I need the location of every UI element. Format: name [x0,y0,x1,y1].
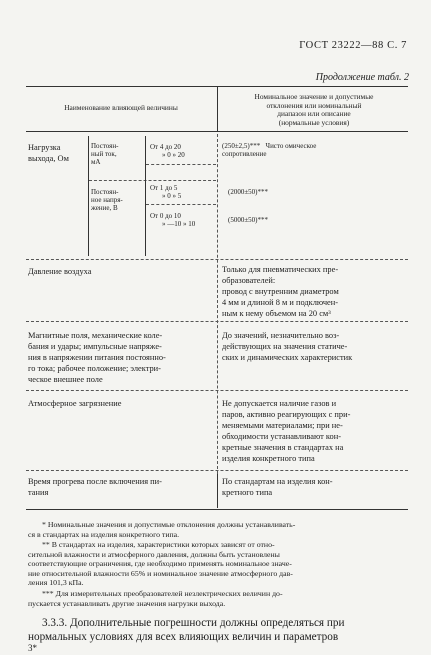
const-current-label: Постоян- ный ток, мА [91,142,119,166]
atmospheric-value: Не допускается наличие газов и паров, активно реагирующих с при- меняемыми материалами; при не- обходимости устанавливают кон- кретные значения в стандартах на изделия конкретного типа [222,399,351,463]
table-continuation: Продолжение табл. 2 [315,72,409,83]
column-header-nominal: Номинальное значение и допустимые отклонения или номинальный диапазон или описание (нормальные условия) [254,92,374,127]
range-1: От 4 до 20 » 0 » 20 [150,143,185,159]
row-separator-2 [26,321,408,322]
clause-paragraph: 3.3.3. Дополнительные погрешности должны определяться при нормальных условиях для всех влияющих величин и параметров [28,617,345,643]
column-header-influence: Наименование влияющей величины [64,103,178,112]
pressure-value: Только для пневматических пре- образователей: провод с внутренним диаметром 4 мм и длиной 8 м и подключен- ным к нему объемом на 20 см³ [222,265,339,318]
footnote-2: ** В стандартах на изделия, характеристики которых зависят от отно- сительной влажности и атмосферного давления, должны быть установлены соответствующие ограничения, где необходимо применять номинальное значе- ние относительной влажности 65% и номинальное значение атмосферного дав- ления 101,3 кПа. [28,540,293,587]
footnote-3: *** Для измерительных преобразователей незлектрических величин до- пускается устанавливать другие значения нагрузки выхода. [28,589,283,608]
row-separator-3 [26,390,408,391]
header-column-divider [217,86,218,131]
magnetic-label: Магнитные поля, механические коле- бания и удары; импульсные напряже- ния в напряжении питания постоянно- го тока; рабочее положение; электри- ческое внешнее поле [28,331,166,384]
magnetic-value: До значений, незначительно воз- действующих на значения статиче- ских и динамических характеристик [222,331,353,362]
range-separator-1 [146,164,216,165]
row-separator-4 [26,470,408,471]
atmospheric-label: Атмосферное загрязнение [28,399,122,408]
load-value-2: (2000±50)*** [228,188,269,196]
load-subrow-separator [89,180,216,181]
range-3: От 0 до 10 » —10 » 10 [150,212,196,228]
range-separator-2 [146,204,216,205]
warmup-divider [217,474,218,508]
page-header: ГОСТ 23222—88 С. 7 [299,40,407,51]
const-voltage-label: Постоян- ное напря- жение, В [91,188,123,212]
table-bottom-rule [26,509,408,510]
row-separator-1 [26,259,408,260]
body-column-divider [217,134,218,474]
page-signature: 3* [28,643,37,653]
range-2: От 1 до 5 » 0 » 5 [150,184,182,200]
load-divider-2 [145,136,146,256]
load-value-3: (5000±50)*** [228,216,269,224]
load-divider-1 [88,136,89,256]
footnote-1: * Номинальные значения и допустимые отклонения должны устанавливать- ся в стандартах на изделия конкретного типа. [28,520,296,539]
load-label: Нагрузка выхода, Ом [28,143,69,163]
warmup-label: Время прогрева после включения пи- тания [28,477,162,497]
warmup-value: По стандартам на изделия кон- кретного типа [222,477,333,497]
load-value-1: (250±2,5)*** Чисто омическое сопротивление [222,142,317,158]
pressure-label: Давление воздуха [28,267,92,276]
table-header-rule [26,131,408,132]
